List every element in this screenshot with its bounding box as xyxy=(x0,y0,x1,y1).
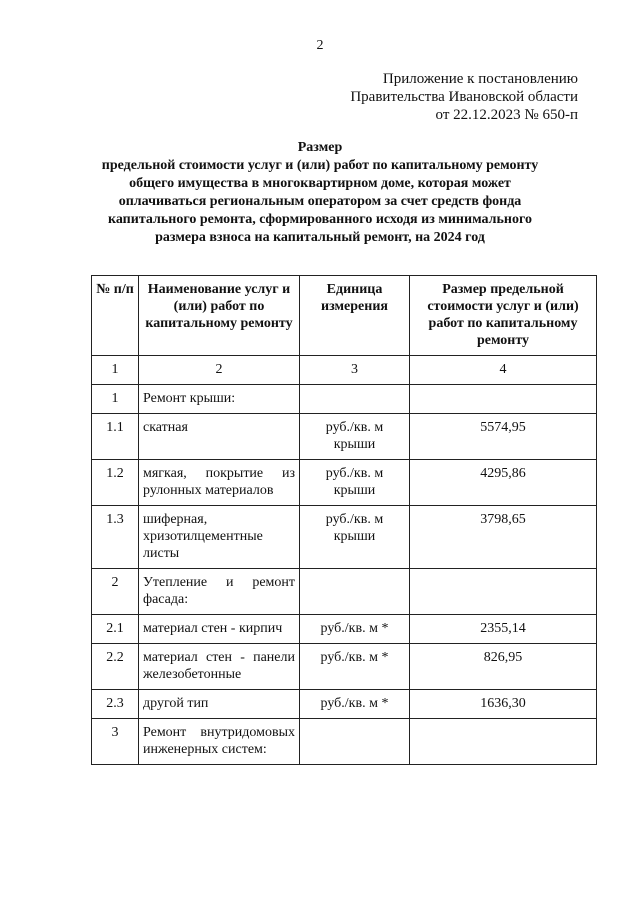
row-value: 4295,86 xyxy=(410,460,597,506)
table-row xyxy=(92,414,597,460)
row-number: 1.2 xyxy=(92,460,139,506)
row-value: 5574,95 xyxy=(410,414,597,460)
column-number-1: 1 xyxy=(92,356,139,385)
row-number: 3 xyxy=(92,719,139,765)
row-value: 3798,65 xyxy=(410,506,597,569)
appendix-header xyxy=(350,70,578,124)
row-name: шиферная, хризотилцементные листы xyxy=(139,506,300,569)
row-number: 2.1 xyxy=(92,615,139,644)
row-value xyxy=(410,719,597,765)
row-name: Ремонт крыши: xyxy=(139,385,300,414)
row-name: материал стен - панели железобетонные xyxy=(139,644,300,690)
table-row xyxy=(92,569,597,615)
table-row xyxy=(92,615,597,644)
row-unit: руб./кв. м * xyxy=(300,644,410,690)
table-row xyxy=(92,460,597,506)
table-row xyxy=(92,644,597,690)
header-value: Размер предельной стоимости услуг и (или) работ по капитальному ремонту xyxy=(410,276,597,356)
row-value: 1636,30 xyxy=(410,690,597,719)
row-name: скатная xyxy=(139,414,300,460)
row-number: 1 xyxy=(92,385,139,414)
row-unit: руб./кв. м крыши xyxy=(300,506,410,569)
row-name: Ремонт внутридомовых инженерных систем: xyxy=(139,719,300,765)
row-name: Утепление и ремонт фасада: xyxy=(139,569,300,615)
table-row xyxy=(92,719,597,765)
header-name: Наименование услуг и (или) работ по капитальному ремонту xyxy=(139,276,300,356)
row-unit xyxy=(300,385,410,414)
cost-table xyxy=(91,275,597,765)
column-number-4: 4 xyxy=(410,356,597,385)
header-unit: Единица измерения xyxy=(300,276,410,356)
page-number: 2 xyxy=(316,38,324,53)
row-number: 2.3 xyxy=(92,690,139,719)
column-number-row xyxy=(92,356,597,385)
row-unit xyxy=(300,719,410,765)
header-number: № п/п xyxy=(92,276,139,356)
title-line-3: общего имущества в многоквартирном доме, которая может xyxy=(129,176,511,191)
table-row xyxy=(92,506,597,569)
row-number: 1.3 xyxy=(92,506,139,569)
title-line-6: размера взноса на капитальный ремонт, на 2024 год xyxy=(155,230,485,245)
row-unit: руб./кв. м * xyxy=(300,690,410,719)
appendix-line-3: от 22.12.2023 № 650-п xyxy=(435,107,578,123)
title-line-5: капитального ремонта, сформированного исходя из минимального xyxy=(108,212,532,227)
appendix-line-2: Правительства Ивановской области xyxy=(350,89,578,105)
row-number: 2 xyxy=(92,569,139,615)
column-number-3: 3 xyxy=(300,356,410,385)
row-unit xyxy=(300,569,410,615)
row-unit: руб./кв. м * xyxy=(300,615,410,644)
row-name: материал стен - кирпич xyxy=(139,615,300,644)
row-unit: руб./кв. м крыши xyxy=(300,460,410,506)
title-line-4: оплачиваться региональным оператором за счет средств фонда xyxy=(118,194,522,209)
appendix-line-1: Приложение к постановлению xyxy=(382,71,578,87)
row-unit: руб./кв. м крыши xyxy=(300,414,410,460)
row-name: мягкая, покрытие из рулонных материалов xyxy=(139,460,300,506)
row-number: 1.1 xyxy=(92,414,139,460)
document-title xyxy=(60,139,580,247)
title-line-2: предельной стоимости услуг и (или) работ по капитальному ремонту xyxy=(101,158,539,173)
table-row xyxy=(92,385,597,414)
column-number-2: 2 xyxy=(139,356,300,385)
table-row xyxy=(92,690,597,719)
row-value xyxy=(410,385,597,414)
title-line-1: Размер xyxy=(297,140,343,155)
row-number: 2.2 xyxy=(92,644,139,690)
row-value: 2355,14 xyxy=(410,615,597,644)
row-value xyxy=(410,569,597,615)
row-value: 826,95 xyxy=(410,644,597,690)
table-header-row xyxy=(92,276,597,356)
row-name: другой тип xyxy=(139,690,300,719)
